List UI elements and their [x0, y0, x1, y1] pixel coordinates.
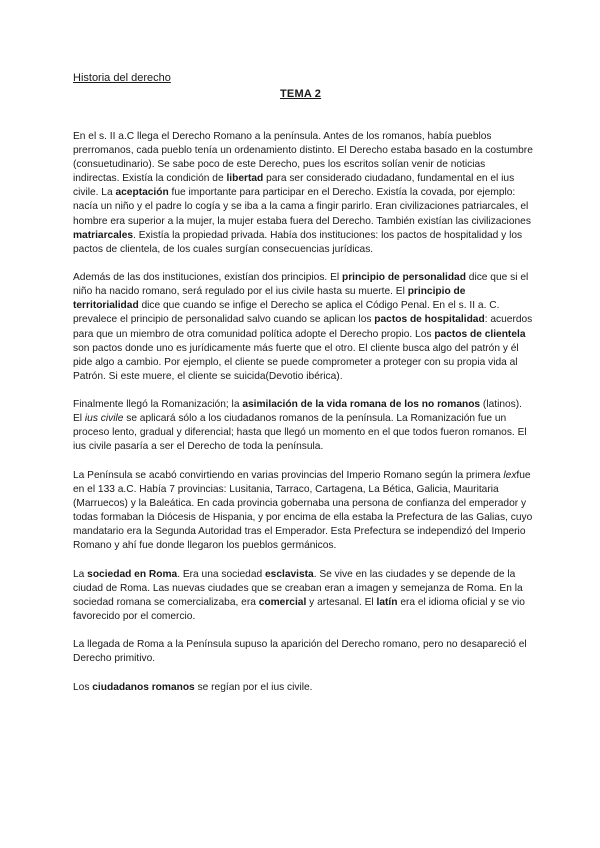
paragraph: [73, 398, 533, 454]
text-run: En el s. II a.C llega el Derecho Romano a la península. Antes de los romanos, había pueblos prerromanos, cada pueblo tenía un ordenamiento distinto. El Derecho estaba basado en la costumbre (consuetudinario). Se sabe poco de este Derecho, pues los escritos solían venir de noticias indirectas. Existía la condición de: [73, 131, 533, 185]
text-run: Finalmente llegó la Romanización; la: [73, 399, 243, 411]
document-header-title: Historia del derecho: [73, 72, 171, 84]
bold-term: pactos de clientela: [434, 328, 526, 340]
text-run: Además de las dos instituciones, existían dos principios. El: [73, 272, 342, 284]
text-run: Los: [73, 681, 93, 693]
paragraph: [73, 638, 533, 666]
paragraph: [73, 271, 533, 384]
bold-term: principio de personalidad: [341, 272, 466, 284]
text-run: son pactos donde uno es jurídicamente más fuerte que el otro. El cliente busca algo del patrón y él pide algo a cambio. Por ejemplo, el cliente se puede comprometer a proteger con su propia vida al Patrón. Si este muere, el cliente se suicida(Devotio ibérica).: [73, 342, 519, 382]
paragraph: [73, 130, 533, 257]
text-run: dice que si el niño ha nacido romano, será regulado por el ius civile hasta su muerte. El: [73, 272, 529, 298]
paragraph: [73, 469, 533, 554]
paragraph: [73, 681, 533, 695]
bold-term: principio de territorialidad: [73, 286, 466, 312]
text-run: era el idioma oficial y se vio favorecido por el comercio.: [73, 596, 525, 622]
text-run: . Se vive en las ciudades y se depende de la ciudad de Roma. Las nuevas ciudades que se creaban eran a imagen y semejanza de Roma. En la sociedad romana se comercializaba, era: [73, 568, 523, 608]
text-run: para ser considerado ciudadano, fundamental en el ius civile. La: [73, 173, 515, 199]
text-run: dice que cuando se infige el Derecho se aplica el Código Penal. En el s. II a. C. prevalece el principio de personalidad salvo cuando se aplican los: [73, 300, 500, 326]
italic-term: ius civile: [84, 413, 124, 425]
bold-term: aceptación: [115, 187, 169, 199]
document-body: [73, 130, 533, 709]
bold-term: matriarcales: [73, 229, 134, 241]
text-run: fue importante para participar en el Derecho. Existía la covada, por ejemplo: nacía un niño y el padre lo cogía y se iba a la cama a fingir parirlo. Eran civilizaciones patriarcales, el hombre era superior a la mujer, la mujer estaba fuera del Derecho. También existían las civilizaciones: [73, 187, 531, 227]
text-run: . Era una sociedad: [177, 568, 265, 580]
text-run: : acuerdos para que un miembro de otra comunidad política adopte el Derecho propio. Los: [73, 314, 533, 340]
text-run: La: [73, 568, 88, 580]
text-run: (latinos). El: [73, 399, 522, 425]
text-run: . Existía la propiedad privada. Había dos instituciones: los pactos de hospitalidad y los pactos de clientela, de los cuales surgían consecuencias jurídicas.: [73, 229, 523, 255]
bold-term: ciudadanos romanos: [92, 681, 195, 693]
italic-term: lex: [503, 469, 517, 481]
text-run: se aplicará sólo a los ciudadanos romanos de la península. La Romanización fue un proceso lento, gradual y diferencial; hasta que llegó un momento en el que todos fueron romanos. El ius civile pasaría a ser el Derecho de toda la península.: [73, 413, 527, 453]
bold-term: asimilación de la vida romana de los no romanos: [242, 399, 481, 411]
bold-term: libertad: [226, 173, 264, 185]
text-run: La Península se acabó convirtiendo en varias provincias del Imperio Romano según la primera: [73, 469, 504, 481]
bold-term: latín: [376, 596, 398, 608]
topic-title: TEMA 2: [280, 88, 322, 100]
bold-term: sociedad en Roma: [87, 568, 178, 580]
text-run: La llegada de Roma a la Península supuso la aparición del Derecho romano, pero no desapareció el Derecho primitivo.: [73, 639, 527, 665]
text-run: fue en el 133 a.C. Había 7 provincias: Lusitania, Tarraco, Cartagena, La Bética, Galicia, Mauritaria (Marruecos) y la Baleática. En cada provincia gobernaba una persona de confianza del emperador y todas formaban la Diócesis de Hispania, y por encima de ella estaba la Prefectura de las Galias, cuyo mandatario era la Segunda Autoridad tras el Emperador. Esta Prefectura se independizó del Imperio Romano y ahí fue donde llegaron los pueblos germánicos.: [73, 469, 533, 552]
bold-term: esclavista: [265, 568, 314, 580]
text-run: se regían por el ius civile.: [194, 681, 313, 693]
bold-term: pactos de hospitalidad: [374, 314, 485, 326]
text-run: y artesanal. El: [306, 596, 377, 608]
paragraph: [73, 568, 533, 624]
bold-term: comercial: [258, 596, 307, 608]
